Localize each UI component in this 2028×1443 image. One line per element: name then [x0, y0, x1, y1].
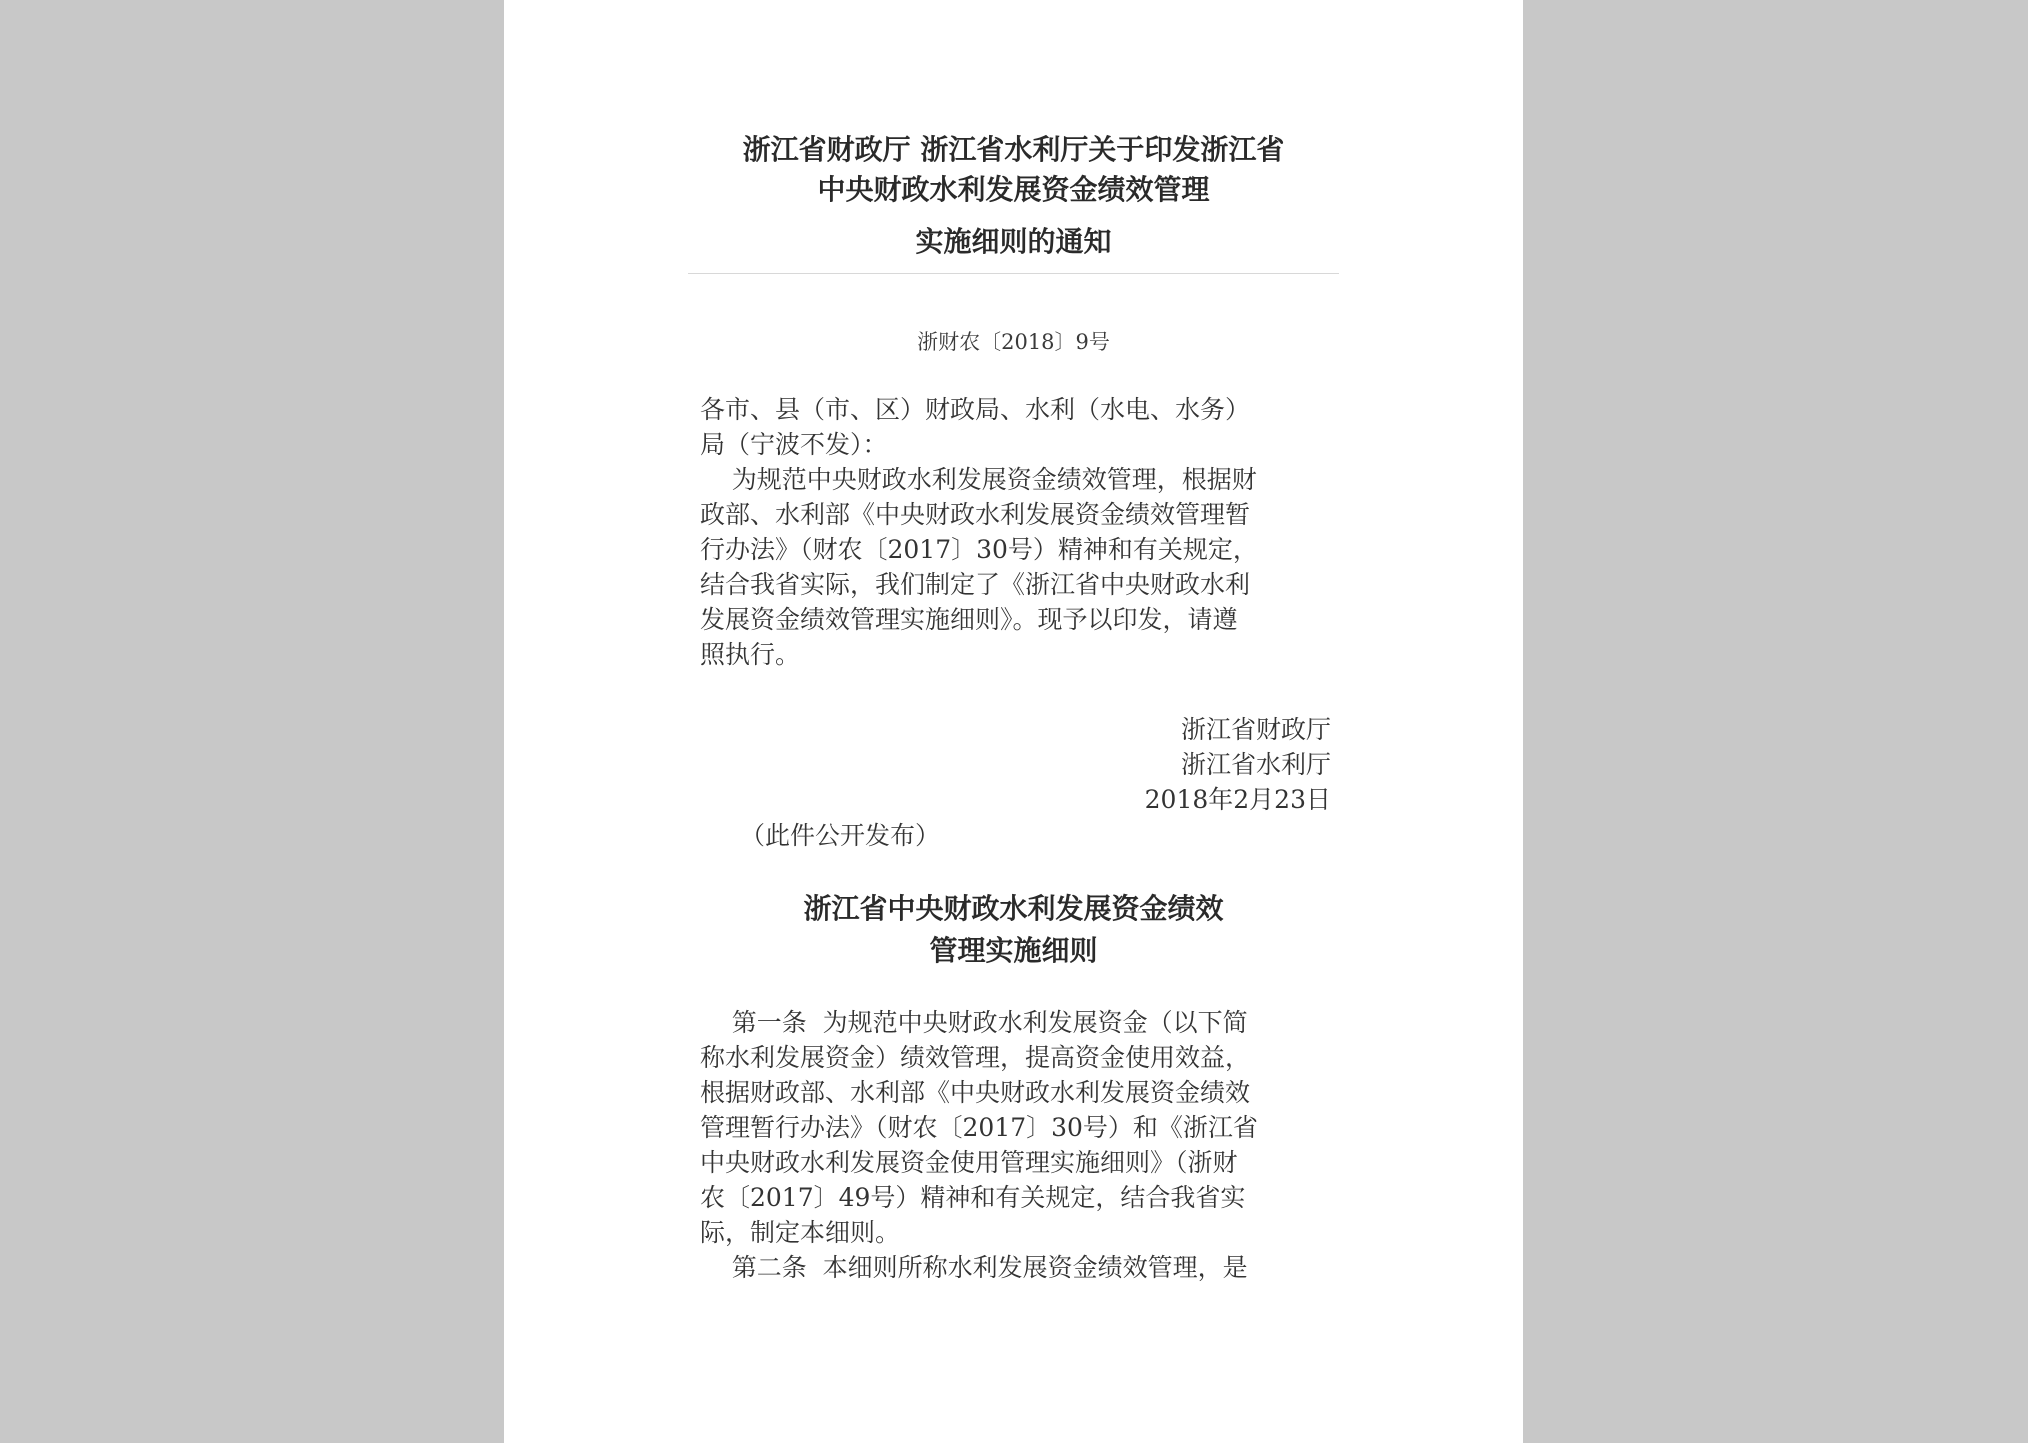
article-line-1: 第一条 为规范中央财政水利发展资金（以下简 [700, 1008, 1248, 1037]
article-line-4: 管理暂行办法》（财农〔2017〕30号）和《浙江省 [700, 1113, 1258, 1142]
article-line-6: 农〔2017〕49号）精神和有关规定，结合我省实 [700, 1183, 1246, 1212]
document-title-line-1: 浙江省财政厅 浙江省水利厅关于印发浙江省 [742, 133, 1285, 166]
article-line-5: 中央财政水利发展资金使用管理实施细则》（浙财 [700, 1148, 1238, 1177]
signature-water-dept: 浙江省水利厅 [1180, 750, 1331, 779]
article-line-8: 第二条 本细则所称水利发展资金绩效管理，是 [700, 1253, 1248, 1282]
article-line-7: 际，制定本细则。 [700, 1218, 901, 1247]
notice-line-1: 为规范中央财政水利发展资金绩效管理，根据财 [700, 465, 1257, 494]
notice-line-6: 照执行。 [700, 640, 801, 669]
signature-finance-dept: 浙江省财政厅 [1180, 715, 1331, 744]
document-title-line-3: 实施细则的通知 [915, 225, 1112, 258]
publication-note: （此件公开发布） [740, 821, 941, 850]
document-title-line-2: 中央财政水利发展资金绩效管理 [817, 173, 1210, 206]
notice-line-2: 政部、水利部《中央财政水利发展资金绩效管理暂 [700, 500, 1251, 529]
notice-line-4: 结合我省实际，我们制定了《浙江省中央财政水利 [700, 570, 1251, 599]
notice-line-3: 行办法》（财农〔2017〕30号）精神和有关规定， [700, 535, 1258, 564]
signature-date: 2018年2月23日 [1144, 785, 1331, 814]
notice-line-5: 发展资金绩效管理实施细则》。现予以印发，请遵 [700, 605, 1238, 634]
addressee-line-1: 各市、县（市、区）财政局、水利（水电、水务） [700, 395, 1251, 424]
article-line-2: 称水利发展资金）绩效管理，提高资金使用效益， [700, 1043, 1251, 1072]
article-line-3: 根据财政部、水利部《中央财政水利发展资金绩效 [700, 1078, 1251, 1107]
title-divider [688, 273, 1339, 274]
attachment-title-line-2: 管理实施细则 [929, 934, 1098, 967]
attachment-title-line-1: 浙江省中央财政水利发展资金绩效 [803, 892, 1224, 925]
addressee-line-2: 局（宁波不发）： [700, 430, 888, 459]
document-number: 浙财农〔2018〕9号 [917, 330, 1110, 354]
document-page [504, 0, 1523, 1443]
